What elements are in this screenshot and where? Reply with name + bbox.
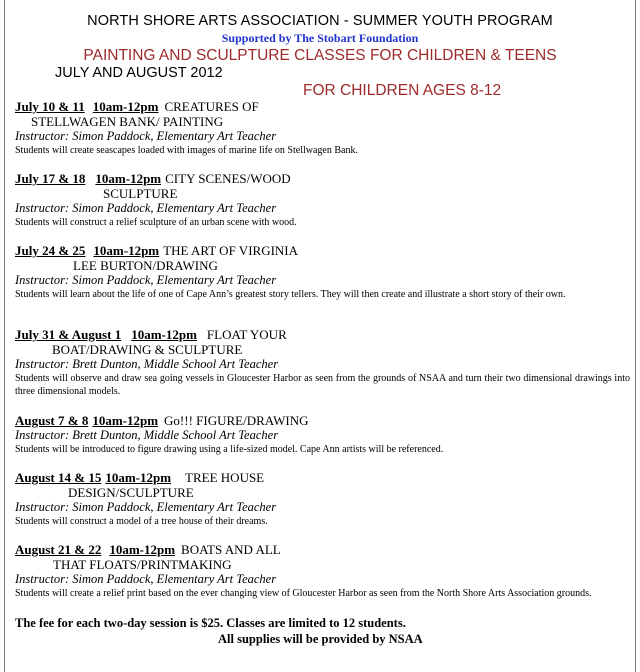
session-description: Students will construct a relief sculpture of an urban scene with wood. xyxy=(15,217,297,228)
session-title: TREE HOUSE xyxy=(185,470,265,485)
session-date: August 14 & 15 xyxy=(15,470,102,485)
session-5 xyxy=(15,413,630,456)
session-time: 10am-12pm xyxy=(95,171,162,186)
session-6 xyxy=(15,470,630,528)
session-3 xyxy=(15,243,630,301)
session-time: 10am-12pm xyxy=(131,327,197,342)
classes-heading: PAINTING AND SCULPTURE CLASSES FOR CHILDREN & TEENS xyxy=(83,47,557,64)
left-border xyxy=(4,0,5,672)
session-instructor: Instructor: Simon Paddock, Elementary Art Teacher xyxy=(15,572,277,586)
supplies-note: All supplies will be provided by NSAA xyxy=(218,632,423,646)
session-instructor: Instructor: Brett Dunton, Middle School Art Teacher xyxy=(15,428,279,442)
org-heading: NORTH SHORE ARTS ASSOCIATION - SUMMER YOUTH PROGRAM xyxy=(87,13,553,29)
session-instructor: Instructor: Simon Paddock, Elementary Art Teacher xyxy=(15,273,277,287)
session-title-cont: LEE BURTON/DRAWING xyxy=(73,258,218,273)
session-time: 10am-12pm xyxy=(109,542,176,557)
support-heading: Supported by The Stobart Foundation xyxy=(221,31,419,45)
session-date: August 21 & 22 xyxy=(15,542,102,557)
session-date: July 31 & August 1 xyxy=(15,327,122,342)
session-title-cont: STELLWAGEN BANK/ PAINTING xyxy=(31,114,224,129)
session-title: BOATS AND ALL xyxy=(181,542,281,557)
session-instructor: Instructor: Simon Paddock, Elementary Art Teacher xyxy=(15,129,277,143)
session-date: August 7 & 8 xyxy=(15,413,89,428)
session-description: Students will be introduced to figure drawing using a life-sized model. Cape Ann artists will be referenced. xyxy=(15,444,444,455)
right-border xyxy=(635,0,636,672)
session-title: CREATURES OF xyxy=(164,99,259,114)
session-time: 10am-12pm xyxy=(93,243,160,258)
session-title: CITY SCENES/WOOD xyxy=(165,171,291,186)
session-4 xyxy=(15,327,630,398)
session-7 xyxy=(15,542,630,600)
session-description: Students will observe and draw sea going vessels in Gloucester Harbor as seen from the grounds of NSAA and turn their two dimensional drawings into three dimensional models. xyxy=(15,373,630,397)
session-instructor: Instructor: Simon Paddock, Elementary Art Teacher xyxy=(15,201,277,215)
session-description: Students will create a relief print based on the ever changing view of Gloucester Harbor as seen from the North Shore Arts Association grounds. xyxy=(15,588,592,599)
session-1 xyxy=(15,99,630,157)
session-time: 10am-12pm xyxy=(92,99,159,114)
session-instructor: Instructor: Brett Dunton, Middle School Art Teacher xyxy=(15,357,279,371)
session-2 xyxy=(15,171,630,229)
session-date: July 10 & 11 xyxy=(15,99,85,114)
session-title-cont: DESIGN/SCULPTURE xyxy=(68,485,194,500)
session-title: FLOAT YOUR xyxy=(206,327,287,342)
session-time: 10am-12pm xyxy=(92,413,159,428)
session-description: Students will create seascapes loaded with images of marine life on Stellwagen Bank. xyxy=(15,145,358,156)
dates-heading: JULY AND AUGUST 2012 xyxy=(55,65,223,81)
session-title: THE ART OF VIRGINIA xyxy=(163,243,299,258)
session-date: July 17 & 18 xyxy=(15,171,86,186)
session-title: Go!!! FIGURE/DRAWING xyxy=(164,413,309,428)
session-title-cont: BOAT/DRAWING & SCULPTURE xyxy=(52,342,243,357)
session-description: Students will construct a model of a tree house of their dreams. xyxy=(15,516,268,527)
session-title-cont: THAT FLOATS/PRINTMAKING xyxy=(53,557,232,572)
session-date: July 24 & 25 xyxy=(15,243,86,258)
ages-heading: FOR CHILDREN AGES 8-12 xyxy=(303,82,502,99)
fee-note: The fee for each two-day session is $25. Classes are limited to 12 students. xyxy=(15,616,406,630)
session-instructor: Instructor: Simon Paddock, Elementary Art Teacher xyxy=(15,500,277,514)
session-title-cont: SCULPTURE xyxy=(103,186,178,201)
session-time: 10am-12pm xyxy=(105,470,172,485)
session-description: Students will learn about the life of one of Cape Ann’s greatest story tellers. They will then create and illustrate a short story of their own. xyxy=(15,289,566,300)
